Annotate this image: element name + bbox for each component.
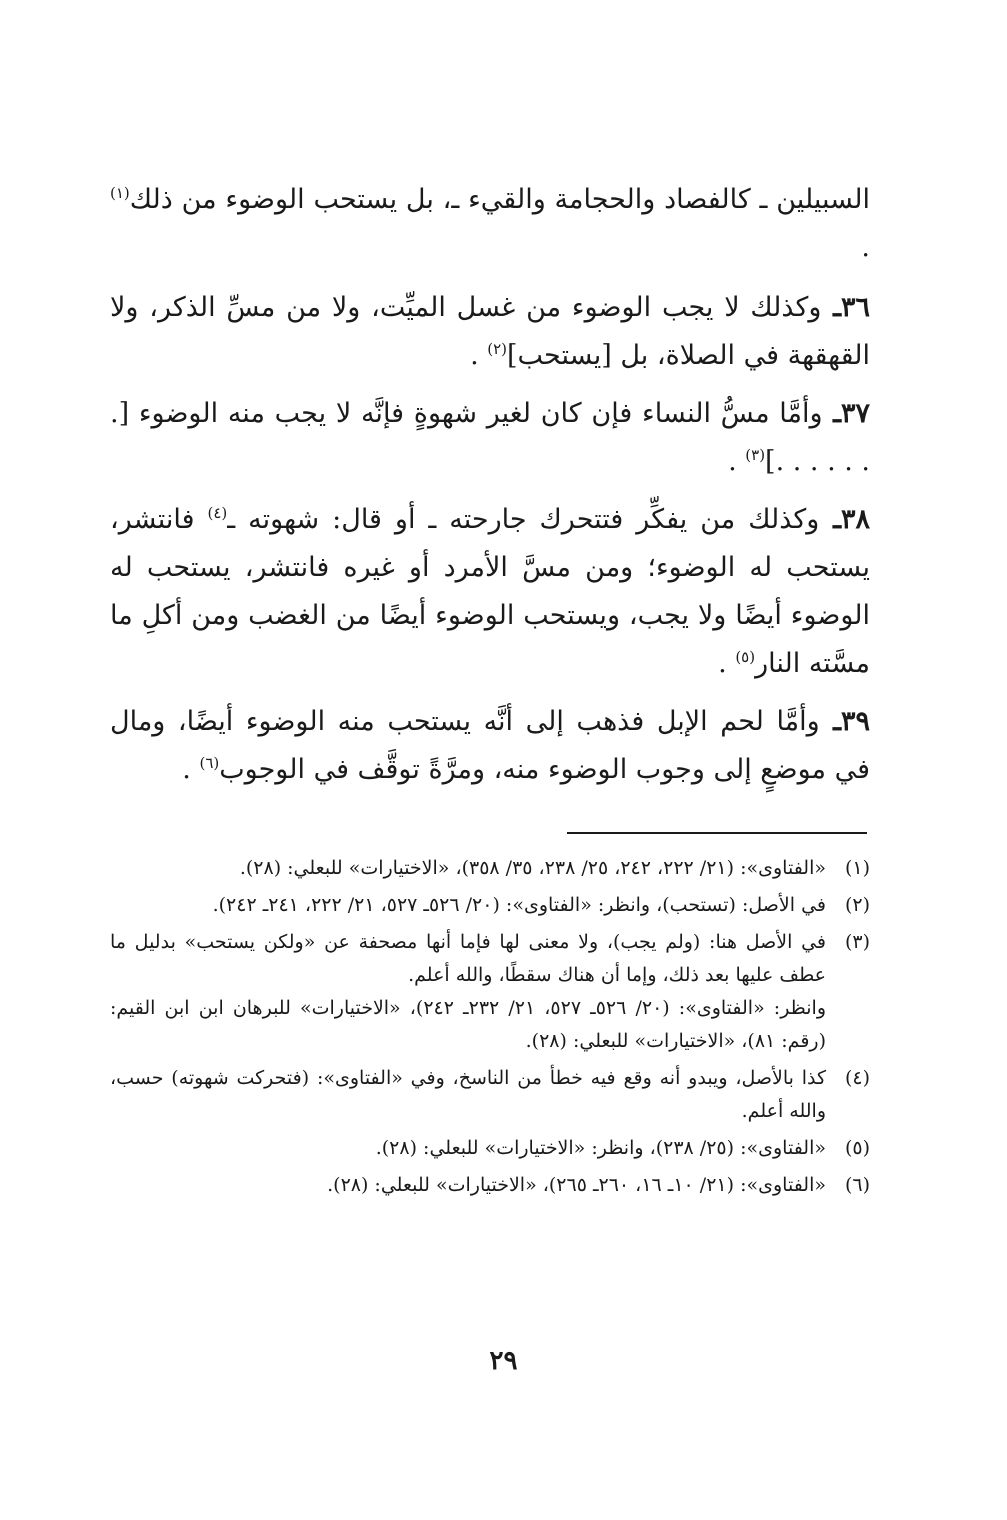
paragraph-36 bbox=[110, 284, 870, 380]
footnote-separator bbox=[567, 832, 867, 834]
paragraph-number: ٣٧ـ bbox=[822, 398, 871, 429]
footnote-ref[interactable]: (٥) bbox=[735, 648, 756, 666]
paragraph-37 bbox=[110, 390, 870, 486]
paragraph-39 bbox=[110, 698, 870, 794]
footnote-6 bbox=[110, 1169, 870, 1202]
footnote-line: في الأصل هنا: (ولم يجب)، ولا معنى لها فإما أنها مصحفة عن «ولكن يستحب» بدليل ما عطف عليها بعد ذلك، وإما أن هناك سقطًا، والله أعلم. bbox=[110, 931, 826, 986]
footnote-ref[interactable]: (٣) bbox=[745, 446, 766, 464]
paragraph-continuation bbox=[110, 176, 870, 272]
footnote-ref[interactable]: (٤) bbox=[207, 504, 228, 522]
footnote-text: «الفتاوى»: (٢٥/ ٢٣٨)، وانظر: «الاختيارات» للبعلي: (٢٨). bbox=[375, 1137, 826, 1159]
footnote-ref[interactable]: (٦) bbox=[199, 754, 220, 772]
footnote-4 bbox=[110, 1062, 870, 1128]
paragraph-tail: فانتشر، يستحب له الوضوء؛ ومن مسَّ الأمرد أو غيره فانتشر، يستحب له الوضوء أيضًا ولا يجب، ويستحب الوضوء أيضًا من الغضب ومن أكلِ ما مسَّته النار bbox=[110, 504, 870, 679]
paragraph-text: وكذلك لا يجب الوضوء من غسل الميِّت، ولا من مسِّ الذكر، ولا القهقهة في الصلاة، بل [يستحب] bbox=[110, 292, 870, 371]
paragraph-number: ٣٨ـ bbox=[819, 504, 870, 535]
paragraph-tail: . bbox=[182, 754, 200, 785]
page-number: ٢٩ bbox=[489, 1346, 518, 1376]
paragraph-text: وأمَّا مسُّ النساء فإن كان لغير شهوةٍ فإنَّه لا يجب منه الوضوء [. . . . . . .] bbox=[110, 398, 870, 477]
footnote-text: كذا بالأصل، ويبدو أنه وقع فيه خطأ من الناسخ، وفي «الفتاوى»: (فتحركت شهوته) حسب، والله أعلم. bbox=[110, 1067, 826, 1122]
paragraph-tail: . bbox=[470, 340, 488, 371]
footnote-line: وانظر: «الفتاوى»: (٢٠/ ٥٢٦ـ ٥٢٧، ٢١/ ٢٣٢ـ ٢٤٢)، «الاختيارات» للبرهان ابن ابن القيم: (رقم: ٨١)، «الاختيارات» للبعلي: (٢٨). bbox=[110, 997, 827, 1052]
paragraph-text: السبيلين ـ كالفصاد والحجامة والقيء ـ، بل يستحب الوضوء من ذلك bbox=[129, 184, 870, 215]
footnote-5 bbox=[110, 1132, 870, 1165]
footnote-text bbox=[110, 926, 826, 1058]
paragraph-tail: . bbox=[861, 232, 870, 263]
footnotes bbox=[110, 852, 870, 1206]
footnote-mark: (٦) bbox=[844, 1174, 870, 1196]
footnote-text: في الأصل: (تستحب)، وانظر: «الفتاوى»: (٢٠/ ٥٢٦ـ ٥٢٧، ٢١/ ٢٢٢، ٢٤١ـ ٢٤٢). bbox=[212, 894, 826, 916]
footnote-2 bbox=[110, 889, 870, 922]
paragraph-tail: . bbox=[718, 648, 736, 679]
paragraph-tail: . bbox=[728, 446, 746, 477]
footnote-1 bbox=[110, 852, 870, 885]
footnote-ref[interactable]: (٢) bbox=[487, 340, 508, 358]
paragraph-number: ٣٩ـ bbox=[819, 706, 870, 737]
footnote-text: «الفتاوى»: (٢١/ ٢٢٢، ٢٤٢، ٢٥/ ٢٣٨، ٣٥/ ٣٥٨)، «الاختيارات» للبعلي: (٢٨). bbox=[239, 857, 826, 879]
paragraph-38 bbox=[110, 496, 870, 688]
main-text bbox=[110, 176, 870, 804]
footnote-3 bbox=[110, 926, 870, 1058]
footnote-mark: (١) bbox=[844, 857, 870, 879]
footnote-mark: (٣) bbox=[844, 931, 870, 953]
paragraph-text: وأمَّا لحم الإبل فذهب إلى أنَّه يستحب منه الوضوء أيضًا، ومال في موضعٍ إلى وجوب الوضوء منه، ومرَّةً توقَّف في الوجوب bbox=[110, 706, 870, 785]
footnote-mark: (٢) bbox=[844, 894, 870, 916]
footnote-text: «الفتاوى»: (٢١/ ١٠ـ ١٦، ٢٦٠ـ ٢٦٥)، «الاختيارات» للبعلي: (٢٨). bbox=[327, 1174, 826, 1196]
paragraph-number: ٣٦ـ bbox=[821, 292, 871, 323]
paragraph-text: وكذلك من يفكِّر فتتحرك جارحته ـ أو قال: شهوته ـ bbox=[227, 504, 820, 535]
footnote-ref[interactable]: (١) bbox=[110, 184, 130, 202]
footnote-mark: (٥) bbox=[844, 1137, 870, 1159]
footnote-mark: (٤) bbox=[844, 1067, 870, 1089]
